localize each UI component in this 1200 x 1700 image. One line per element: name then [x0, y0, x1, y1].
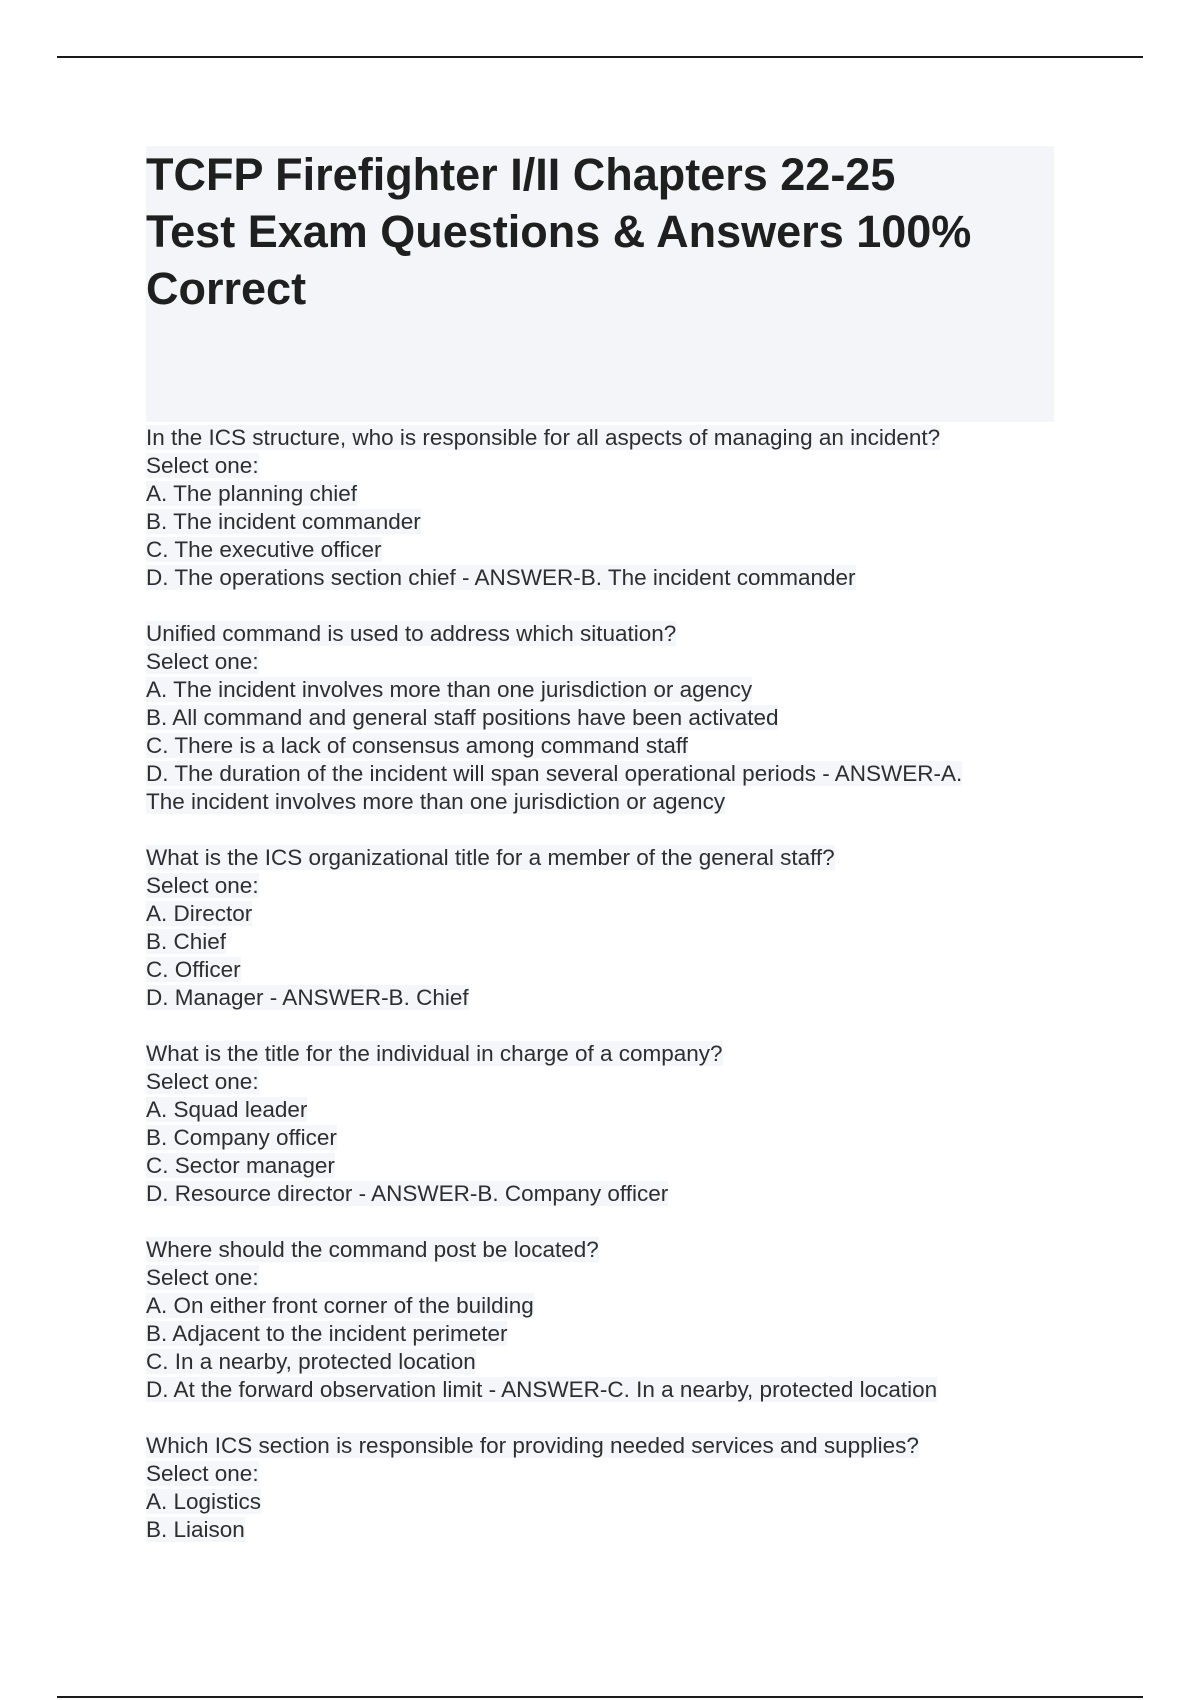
title-block — [146, 146, 1054, 422]
option-with-answer: D. At the forward observation limit - ANSWER-C. In a nearby, protected location — [146, 1377, 938, 1402]
option: B. Liaison — [146, 1517, 245, 1542]
qa-content — [146, 424, 1066, 1572]
option: B. Company officer — [146, 1125, 337, 1150]
option: A. On either front corner of the building — [146, 1293, 534, 1318]
bottom-rule — [57, 1696, 1143, 1698]
select-prompt: Select one: — [146, 1461, 259, 1486]
title-line-1: TCFP Firefighter I/II Chapters 22-25 — [146, 149, 896, 200]
option-with-answer: D. Resource director - ANSWER-B. Company officer — [146, 1181, 669, 1206]
document-title — [146, 146, 1046, 317]
question-text: What is the ICS organizational title for a member of the general staff? — [146, 845, 835, 870]
option: A. Director — [146, 901, 253, 926]
option-with-answer: D. The operations section chief - ANSWER-B. The incident commander — [146, 565, 856, 590]
question-block-1 — [146, 424, 1066, 592]
option: A. The planning chief — [146, 481, 357, 506]
option: C. There is a lack of consensus among command staff — [146, 733, 688, 758]
select-prompt: Select one: — [146, 873, 259, 898]
question-block-4 — [146, 1040, 1066, 1208]
answer-continuation: The incident involves more than one jurisdiction or agency — [146, 789, 726, 814]
select-prompt: Select one: — [146, 1069, 259, 1094]
title-line-3: Correct — [146, 263, 307, 314]
option: C. The executive officer — [146, 537, 382, 562]
question-text: Where should the command post be located? — [146, 1237, 599, 1262]
question-block-3 — [146, 844, 1066, 1012]
option: C. Officer — [146, 957, 241, 982]
select-prompt: Select one: — [146, 649, 259, 674]
option: B. The incident commander — [146, 509, 421, 534]
option: A. Squad leader — [146, 1097, 308, 1122]
question-block-5 — [146, 1236, 1066, 1404]
question-text: What is the title for the individual in charge of a company? — [146, 1041, 723, 1066]
question-text: Unified command is used to address which situation? — [146, 621, 677, 646]
option: A. Logistics — [146, 1489, 262, 1514]
select-prompt: Select one: — [146, 453, 259, 478]
option: B. Chief — [146, 929, 227, 954]
option-with-answer: D. The duration of the incident will span several operational periods - ANSWER-A. — [146, 761, 963, 786]
option: C. Sector manager — [146, 1153, 335, 1178]
option: C. In a nearby, protected location — [146, 1349, 476, 1374]
option: B. All command and general staff positions have been activated — [146, 705, 779, 730]
question-block-6 — [146, 1432, 1066, 1544]
option: B. Adjacent to the incident perimeter — [146, 1321, 508, 1346]
top-rule — [57, 56, 1143, 58]
option: A. The incident involves more than one jurisdiction or agency — [146, 677, 753, 702]
option-with-answer: D. Manager - ANSWER-B. Chief — [146, 985, 469, 1010]
select-prompt: Select one: — [146, 1265, 259, 1290]
title-line-2: Test Exam Questions & Answers 100% — [146, 206, 972, 257]
question-text: Which ICS section is responsible for providing needed services and supplies? — [146, 1433, 919, 1458]
question-text: In the ICS structure, who is responsible for all aspects of managing an incident? — [146, 425, 941, 450]
question-block-2 — [146, 620, 1066, 816]
